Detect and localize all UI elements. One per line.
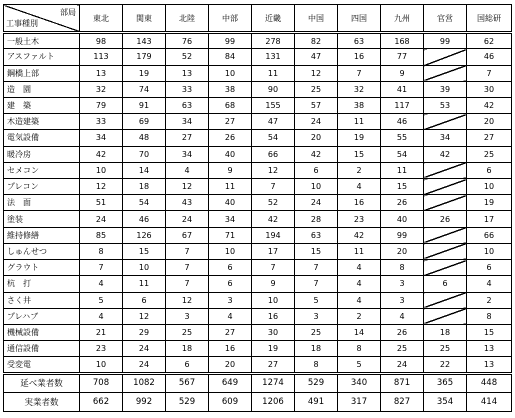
table-cell: 30: [467, 81, 512, 97]
table-cell: 20: [295, 130, 338, 146]
column-header: 四国: [338, 5, 381, 33]
table-cell: 6: [424, 276, 467, 292]
table-cell: 32: [80, 81, 123, 97]
table-cell: 46: [467, 49, 512, 65]
table-row: [4, 341, 512, 357]
table-cell: 4: [209, 308, 252, 324]
table-row: [4, 308, 512, 324]
summary-cell: 317: [338, 392, 381, 411]
table-row: [4, 130, 512, 146]
table-cell: 10: [80, 162, 123, 178]
table-cell: 79: [80, 97, 123, 113]
row-label: 暖冷房: [4, 146, 80, 162]
table-cell: 8: [295, 357, 338, 373]
row-label: 塗装: [4, 211, 80, 227]
table-cell: 8: [467, 308, 512, 324]
table-cell: 53: [424, 97, 467, 113]
summary-cell: 708: [80, 373, 123, 392]
table-cell: 24: [123, 341, 166, 357]
row-label: 一般土木: [4, 33, 80, 49]
table-cell: 77: [381, 49, 424, 65]
not-applicable-cell: [424, 292, 467, 308]
table-cell: 33: [80, 114, 123, 130]
table-cell: 7: [166, 243, 209, 259]
table-cell: 15: [338, 146, 381, 162]
not-applicable-cell: [424, 227, 467, 243]
table-cell: 18: [424, 325, 467, 341]
contractor-count-table: [3, 4, 512, 412]
table-cell: 11: [252, 65, 295, 81]
table-cell: 57: [295, 97, 338, 113]
table-cell: 25: [424, 341, 467, 357]
table-cell: 99: [424, 33, 467, 49]
table-cell: 15: [295, 243, 338, 259]
summary-label: 延べ業者数: [4, 373, 80, 392]
table-cell: 67: [166, 227, 209, 243]
table-cell: 16: [209, 341, 252, 357]
table-cell: 24: [295, 114, 338, 130]
table-cell: 12: [166, 179, 209, 195]
table-row: [4, 81, 512, 97]
table-cell: 3: [166, 308, 209, 324]
table-cell: 8: [381, 260, 424, 276]
table-cell: 55: [381, 130, 424, 146]
table-cell: 4: [338, 292, 381, 308]
table-cell: 74: [123, 81, 166, 97]
table-cell: 24: [381, 357, 424, 373]
table-cell: 2: [338, 308, 381, 324]
table-cell: 11: [338, 114, 381, 130]
table-cell: 155: [252, 97, 295, 113]
table-cell: 27: [209, 114, 252, 130]
row-label: アスファルト: [4, 49, 80, 65]
table-cell: 7: [166, 276, 209, 292]
table-cell: 28: [295, 211, 338, 227]
row-label: 木造建築: [4, 114, 80, 130]
table-cell: 9: [381, 65, 424, 81]
not-applicable-cell: [424, 114, 467, 130]
table-row: [4, 357, 512, 373]
column-header: 国総研: [467, 5, 512, 33]
table-row: [4, 162, 512, 178]
table-cell: 5: [80, 292, 123, 308]
table-row: [4, 227, 512, 243]
summary-label: 実業者数: [4, 392, 80, 411]
row-label: 受変電: [4, 357, 80, 373]
row-label: 杭 打: [4, 276, 80, 292]
table-cell: 11: [209, 179, 252, 195]
table-cell: 34: [80, 130, 123, 146]
table-cell: 10: [80, 357, 123, 373]
table-cell: 131: [252, 49, 295, 65]
table-cell: 54: [123, 195, 166, 211]
table-cell: 194: [252, 227, 295, 243]
table-cell: 18: [166, 341, 209, 357]
table-cell: 63: [338, 33, 381, 49]
row-label: プレコン: [4, 179, 80, 195]
table-cell: 14: [338, 325, 381, 341]
table-row: [4, 195, 512, 211]
summary-cell: 992: [123, 392, 166, 411]
table-cell: 71: [209, 227, 252, 243]
table-row: [4, 179, 512, 195]
corner-header-cell: [4, 5, 80, 33]
table-cell: 7: [252, 179, 295, 195]
table-row: [4, 292, 512, 308]
table-cell: 34: [424, 130, 467, 146]
table-row: [4, 146, 512, 162]
row-label: グラウト: [4, 260, 80, 276]
table-cell: 8: [80, 243, 123, 259]
table-row: [4, 243, 512, 259]
not-applicable-cell: [424, 65, 467, 81]
summary-cell: 414: [467, 392, 512, 411]
row-label: 通信設備: [4, 341, 80, 357]
table-cell: 4: [338, 260, 381, 276]
table-cell: 6: [209, 276, 252, 292]
table-cell: 10: [252, 292, 295, 308]
table-row: [4, 260, 512, 276]
table-cell: 42: [295, 146, 338, 162]
row-label: しゅんせつ: [4, 243, 80, 259]
column-header: 中国: [295, 5, 338, 33]
table-cell: 4: [338, 276, 381, 292]
summary-cell: 827: [381, 392, 424, 411]
summary-cell: 365: [424, 373, 467, 392]
table-cell: 179: [123, 49, 166, 65]
table-cell: 22: [424, 357, 467, 373]
table-cell: 13: [80, 65, 123, 81]
table-cell: 42: [80, 146, 123, 162]
table-cell: 62: [467, 33, 512, 49]
table-cell: 9: [209, 162, 252, 178]
table-cell: 7: [166, 260, 209, 276]
table-cell: 19: [338, 130, 381, 146]
table-cell: 11: [123, 276, 166, 292]
table-cell: 24: [123, 357, 166, 373]
table-cell: 39: [424, 81, 467, 97]
table-cell: 66: [467, 227, 512, 243]
table-cell: 3: [381, 292, 424, 308]
table-cell: 17: [467, 211, 512, 227]
table-cell: 15: [467, 325, 512, 341]
summary-cell: 662: [80, 392, 123, 411]
table-cell: 29: [123, 325, 166, 341]
table-cell: 42: [252, 211, 295, 227]
summary-cell: 491: [295, 392, 338, 411]
table-cell: 126: [123, 227, 166, 243]
table-cell: 34: [166, 114, 209, 130]
table-cell: 15: [123, 243, 166, 259]
table-cell: 7: [295, 260, 338, 276]
not-applicable-cell: [424, 162, 467, 178]
table-cell: 14: [123, 162, 166, 178]
column-header: 中部: [209, 5, 252, 33]
corner-top-label: 部局: [60, 8, 76, 17]
not-applicable-cell: [424, 49, 467, 65]
table-cell: 38: [338, 97, 381, 113]
table-cell: 3: [209, 292, 252, 308]
table-row: [4, 211, 512, 227]
table-cell: 2: [338, 162, 381, 178]
column-header: 九州: [381, 5, 424, 33]
table-cell: 12: [166, 292, 209, 308]
summary-cell: 1082: [123, 373, 166, 392]
table-cell: 27: [166, 130, 209, 146]
not-applicable-cell: [424, 243, 467, 259]
table-cell: 42: [338, 227, 381, 243]
column-header: 東北: [80, 5, 123, 33]
row-label: 法 面: [4, 195, 80, 211]
table-cell: 19: [467, 195, 512, 211]
table-cell: 26: [209, 130, 252, 146]
table-cell: 7: [338, 65, 381, 81]
table-cell: 84: [209, 49, 252, 65]
table-cell: 6: [209, 260, 252, 276]
table-cell: 34: [166, 146, 209, 162]
table-cell: 52: [252, 195, 295, 211]
table-cell: 82: [295, 33, 338, 49]
table-cell: 2: [467, 292, 512, 308]
table-cell: 27: [467, 130, 512, 146]
row-label: プレハブ: [4, 308, 80, 324]
summary-cell: 1274: [252, 373, 295, 392]
row-label: 維持修繕: [4, 227, 80, 243]
summary-row: [4, 392, 512, 411]
table-cell: 91: [123, 97, 166, 113]
table-cell: 99: [209, 33, 252, 49]
summary-cell: 529: [166, 392, 209, 411]
table-cell: 54: [381, 146, 424, 162]
table-cell: 46: [123, 211, 166, 227]
summary-cell: 871: [381, 373, 424, 392]
table-cell: 42: [424, 146, 467, 162]
table-cell: 20: [381, 243, 424, 259]
table-cell: 18: [123, 179, 166, 195]
table-cell: 12: [123, 308, 166, 324]
row-label: セメコン: [4, 162, 80, 178]
table-cell: 27: [209, 325, 252, 341]
summary-cell: 567: [166, 373, 209, 392]
table-cell: 10: [123, 260, 166, 276]
table-cell: 25: [295, 81, 338, 97]
table-cell: 99: [381, 227, 424, 243]
table-cell: 5: [295, 292, 338, 308]
summary-cell: 609: [209, 392, 252, 411]
table-cell: 68: [209, 97, 252, 113]
table-cell: 6: [295, 162, 338, 178]
summary-cell: 340: [338, 373, 381, 392]
table-cell: 13: [467, 341, 512, 357]
table-cell: 4: [381, 308, 424, 324]
table-cell: 10: [467, 179, 512, 195]
column-header: 関東: [123, 5, 166, 33]
table-row: [4, 325, 512, 341]
table-cell: 32: [338, 81, 381, 97]
table-cell: 33: [166, 81, 209, 97]
table-cell: 10: [295, 179, 338, 195]
table-cell: 24: [166, 211, 209, 227]
table-cell: 11: [381, 162, 424, 178]
table-cell: 20: [467, 114, 512, 130]
table-cell: 27: [252, 357, 295, 373]
summary-row: [4, 373, 512, 392]
table-cell: 41: [381, 81, 424, 97]
table-cell: 7: [467, 65, 512, 81]
not-applicable-cell: [424, 260, 467, 276]
table-cell: 85: [80, 227, 123, 243]
column-header: 近畿: [252, 5, 295, 33]
table-cell: 54: [252, 130, 295, 146]
table-cell: 76: [166, 33, 209, 49]
table-cell: 26: [381, 195, 424, 211]
table-cell: 63: [295, 227, 338, 243]
table-cell: 10: [467, 243, 512, 259]
row-label: 機械設備: [4, 325, 80, 341]
table-cell: 3: [381, 276, 424, 292]
not-applicable-cell: [424, 308, 467, 324]
summary-cell: 1206: [252, 392, 295, 411]
table-row: [4, 97, 512, 113]
table-cell: 11: [338, 243, 381, 259]
table-row: [4, 33, 512, 49]
summary-cell: 448: [467, 373, 512, 392]
row-label: 電気設備: [4, 130, 80, 146]
table-cell: 6: [166, 357, 209, 373]
table-cell: 23: [338, 211, 381, 227]
table-cell: 6: [123, 292, 166, 308]
table-cell: 63: [166, 97, 209, 113]
summary-cell: 649: [209, 373, 252, 392]
table-cell: 20: [209, 357, 252, 373]
table-cell: 69: [123, 114, 166, 130]
table-cell: 42: [467, 97, 512, 113]
table-cell: 25: [166, 325, 209, 341]
table-cell: 12: [80, 179, 123, 195]
table-cell: 48: [123, 130, 166, 146]
summary-cell: 354: [424, 392, 467, 411]
table-cell: 34: [209, 211, 252, 227]
header-row: [4, 5, 512, 33]
table-cell: 6: [467, 260, 512, 276]
table-cell: 21: [80, 325, 123, 341]
table-cell: 4: [80, 308, 123, 324]
table-cell: 18: [295, 341, 338, 357]
table-cell: 4: [467, 276, 512, 292]
table-cell: 23: [80, 341, 123, 357]
table-cell: 9: [252, 276, 295, 292]
column-header: 官営: [424, 5, 467, 33]
table-cell: 25: [295, 325, 338, 341]
table-cell: 19: [123, 65, 166, 81]
row-label: 鋼橋上部: [4, 65, 80, 81]
table-cell: 4: [80, 276, 123, 292]
table-cell: 70: [123, 146, 166, 162]
not-applicable-cell: [424, 195, 467, 211]
table-cell: 17: [252, 243, 295, 259]
table-cell: 10: [209, 243, 252, 259]
table-cell: 19: [252, 341, 295, 357]
table-cell: 117: [381, 97, 424, 113]
table-cell: 13: [166, 65, 209, 81]
table-cell: 24: [295, 195, 338, 211]
table-cell: 43: [166, 195, 209, 211]
table-cell: 26: [424, 211, 467, 227]
table-cell: 40: [381, 211, 424, 227]
not-applicable-cell: [424, 179, 467, 195]
table-row: [4, 276, 512, 292]
row-label: さく井: [4, 292, 80, 308]
table-cell: 26: [381, 325, 424, 341]
table-cell: 16: [252, 308, 295, 324]
row-label: 造 園: [4, 81, 80, 97]
table-cell: 7: [80, 260, 123, 276]
table-cell: 7: [252, 260, 295, 276]
corner-bottom-label: 工事種別: [6, 19, 38, 29]
table-cell: 113: [80, 49, 123, 65]
table-cell: 16: [338, 49, 381, 65]
table-row: [4, 49, 512, 65]
table-cell: 278: [252, 33, 295, 49]
table-cell: 143: [123, 33, 166, 49]
table-cell: 30: [252, 325, 295, 341]
table-cell: 24: [80, 211, 123, 227]
table-cell: 8: [338, 341, 381, 357]
row-label: 建 築: [4, 97, 80, 113]
table-cell: 38: [209, 81, 252, 97]
table-cell: 3: [295, 308, 338, 324]
column-header: 北陸: [166, 5, 209, 33]
table-cell: 13: [467, 357, 512, 373]
table-cell: 40: [209, 146, 252, 162]
table-cell: 4: [166, 162, 209, 178]
table-row: [4, 65, 512, 81]
table-cell: 98: [80, 33, 123, 49]
table-cell: 90: [252, 81, 295, 97]
table-cell: 4: [338, 179, 381, 195]
table-cell: 6: [467, 162, 512, 178]
table-cell: 66: [252, 146, 295, 162]
table-cell: 46: [381, 114, 424, 130]
table-cell: 16: [338, 195, 381, 211]
table-cell: 51: [80, 195, 123, 211]
table-cell: 7: [295, 276, 338, 292]
table-cell: 12: [252, 162, 295, 178]
table-cell: 168: [381, 33, 424, 49]
table-cell: 52: [166, 49, 209, 65]
table-cell: 47: [295, 49, 338, 65]
table-cell: 40: [209, 195, 252, 211]
table-cell: 5: [338, 357, 381, 373]
table-cell: 15: [381, 179, 424, 195]
table-cell: 12: [295, 65, 338, 81]
table-cell: 10: [209, 65, 252, 81]
summary-cell: 529: [295, 373, 338, 392]
table-row: [4, 114, 512, 130]
table-cell: 47: [252, 114, 295, 130]
table-cell: 25: [467, 146, 512, 162]
table-cell: 25: [381, 341, 424, 357]
